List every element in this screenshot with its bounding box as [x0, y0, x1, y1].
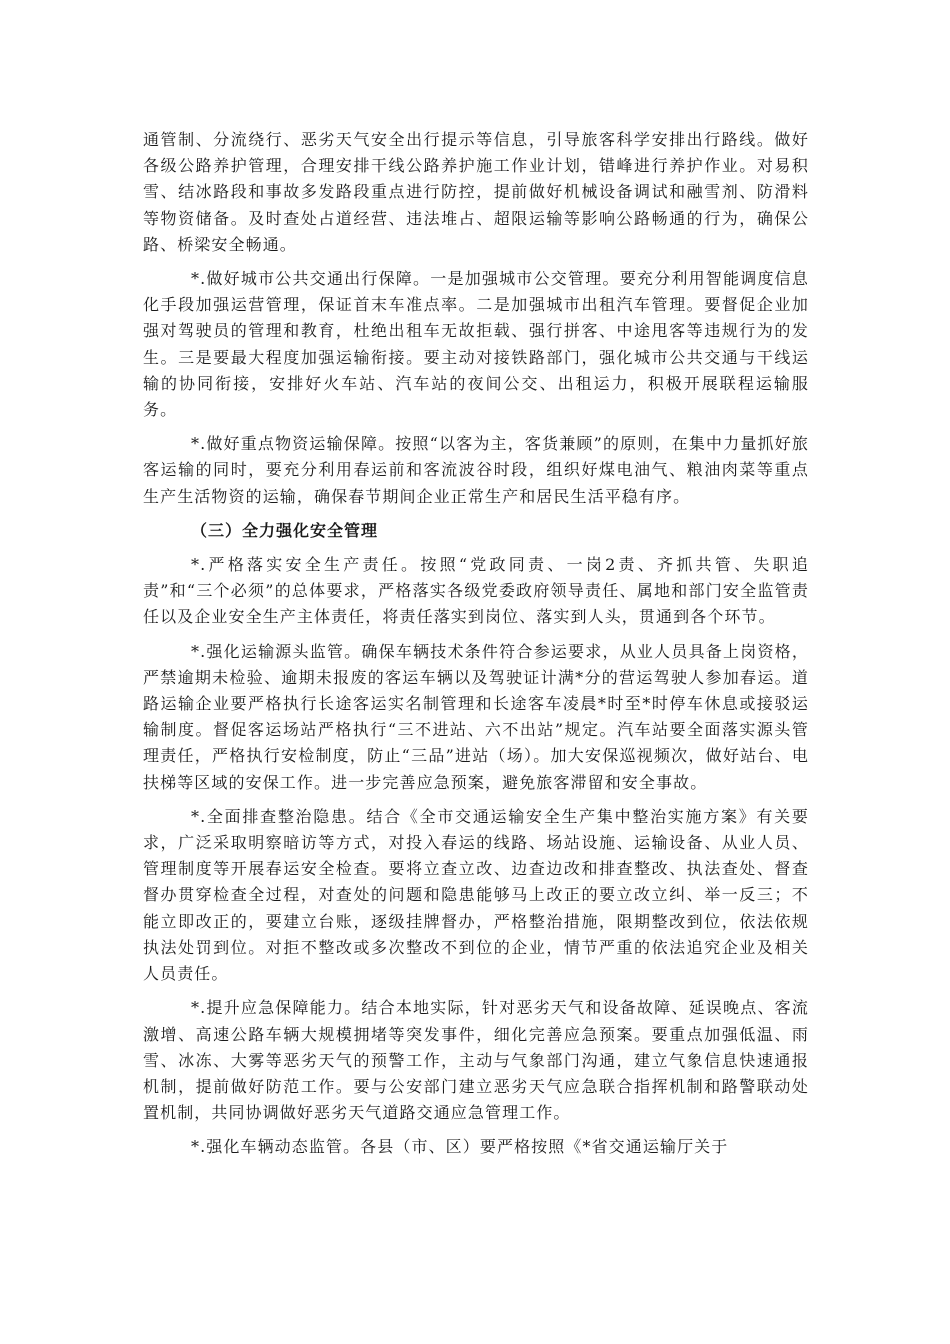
paragraph-transport-source-supervision: *.强化运输源头监管。确保车辆技术条件符合参运要求，从业人员具备上岗资格，严禁逾期未检验、逾期未报废的客运车辆以及驾驶证计满*分的营运驾驶人参加春运。道路运输企业要严格执行长途客运实名制管理和长途客车凌晨*时至*时停车休息或接驳运输制度。督促客运场站严格执行“三不进站、六不出站”规定。汽车站要全面落实源头管理责任，严格执行安检制度，防止“三品”进站（场）。加大安保巡视频次，做好站台、电扶梯等区域的安保工作。进一步完善应急预案，避免旅客滞留和安全事故。 [143, 641, 809, 792]
document-body [143, 127, 809, 1169]
paragraph-hazard-inspection: *.全面排查整治隐患。结合《全市交通运输安全生产集中整治实施方案》有关要求，广泛采取明察暗访等方式，对投入春运的线路、场站设施、运输设备、从业人员、管理制度等开展春运安全检查。要将立查立改、边查边改和排查整改、执法查处、督查督办贯穿检查全过程，对查处的问题和隐患能够马上改正的要立改立纠、举一反三；不能立即改正的，要建立台账，逐级挂牌督办，严格整治措施，限期整改到位，依法依规执法处罚到位。对拒不整改或多次整改不到位的企业，情节严重的依法追究企业及相关人员责任。 [143, 806, 809, 984]
paragraph-emergency-capability: *.提升应急保障能力。结合本地实际，针对恶劣天气和设备故障、延误晚点、客流激增、高速公路车辆大规模拥堵等突发事件，细化完善应急预案。要重点加强低温、雨雪、冰冻、大雾等恶劣天气的预警工作，主动与气象部门沟通，建立气象信息快速通报机制，提前做好防范工作。要与公安部门建立恶劣天气应急联合指挥机制和路警联动处置机制，共同协调做好恶劣天气道路交通应急管理工作。 [143, 998, 809, 1123]
paragraph-vehicle-dynamic-monitoring: *.强化车辆动态监管。各县（市、区）要严格按照《*省交通运输厅关于 [191, 1137, 729, 1157]
paragraph-road-maintenance-continued: 通管制、分流绕行、恶劣天气安全出行提示等信息，引导旅客科学安排出行路线。做好各级公路养护管理，合理安排干线公路养护施工作业计划，错峰进行养护作业。对易积雪、结冰路段和事故多发路段重点进行防控，提前做好机械设备调试和融雪剂、防滑料等物资储备。及时查处占道经营、违法堆占、超限运输等影响公路畅通的行为，确保公路、桥梁安全畅通。 [143, 130, 809, 254]
paragraph-key-materials-transport: *.做好重点物资运输保障。按照“以客为主，客货兼顾”的原则，在集中力量抓好旅客运输的同时，要充分利用春运前和客流波谷时段，组织好煤电油气、粮油肉菜等重点生产生活物资的运输，确保春节期间企业正常生产和居民生活平稳有序。 [143, 434, 809, 506]
paragraph-urban-public-transport: *.做好城市公共交通出行保障。一是加强城市公交管理。要充分利用智能调度信息化手段加强运营管理，保证首末车准点率。二是加强城市出租汽车管理。要督促企业加强对驾驶员的管理和教育，杜绝出租车无故拒载、强行拼客、中途甩客等违规行为的发生。三是要最大程度加强运输衔接。要主动对接铁路部门，强化城市公共交通与干线运输的协同衔接，安排好火车站、汽车站的夜间公交、出租运力，积极开展联程运输服务。 [143, 269, 809, 420]
section-heading-safety-management: （三）全力强化安全管理 [191, 520, 379, 540]
paragraph-safety-responsibility: *.严格落实安全生产责任。按照“党政同责、一岗2责、齐抓共管、失职追责”和“三个必须”的总体要求，严格落实各级党委政府领导责任、属地和部门安全监管责任以及企业安全生产主体责任，将责任落实到岗位、落实到人头，贯通到各个环节。 [143, 555, 809, 627]
